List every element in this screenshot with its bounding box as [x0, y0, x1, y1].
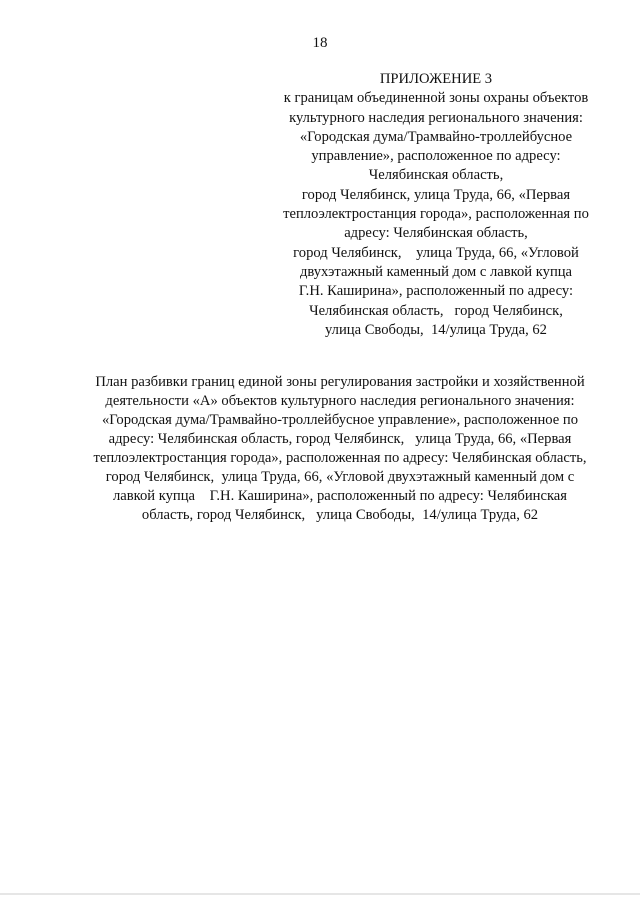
appendix-line: адресу: Челябинская область, [344, 225, 528, 242]
plan-title-block [70, 373, 610, 525]
appendix-line: Челябинская область, [368, 167, 504, 184]
appendix-line: к границам объединенной зоны охраны объектов [283, 90, 589, 107]
appendix-line: город Челябинск, улица Труда, 66, «Угловой [293, 244, 579, 261]
plan-title-line: адресу: Челябинская область, город Челябинск, улица Труда, 66, «Первая [108, 431, 572, 447]
appendix-title: ПРИЛОЖЕНИЕ 3 [379, 71, 493, 87]
plan-title-line: «Городская дума/Трамвайно-троллейбусное управление», расположенное по [101, 412, 579, 428]
page-number: 18 [312, 35, 328, 51]
plan-title-line: деятельности «А» объектов культурного наследия регионального значения: [105, 393, 575, 409]
appendix-line: Г.Н. Каширина», расположенный по адресу: [298, 283, 574, 300]
plan-title-line: область, город Челябинск, улица Свободы, 14/улица Труда, 62 [141, 507, 539, 523]
appendix-line: культурного наследия регионального значения: [289, 109, 583, 126]
appendix-line: двухэтажный каменный дом с лавкой купца [299, 263, 573, 280]
appendix-line: «Городская дума/Трамвайно-троллейбусное [299, 128, 573, 145]
appendix-line: Челябинская область, город Челябинск, [309, 302, 563, 319]
appendix-block [262, 70, 610, 340]
plan-title-line: город Челябинск, улица Труда, 66, «Угловой двухэтажный каменный дом с [105, 469, 575, 485]
plan-title-line: лавкой купца Г.Н. Каширина», расположенный по адресу: Челябинская [112, 488, 567, 504]
appendix-line: улица Свободы, 14/улица Труда, 62 [325, 321, 547, 338]
appendix-line: управление», расположенное по адресу: [311, 148, 561, 165]
plan-title-line: План разбивки границ единой зоны регулирования застройки и хозяйственной [95, 374, 585, 390]
appendix-line: город Челябинск, улица Труда, 66, «Первая [301, 186, 571, 203]
scan-bottom-edge [0, 893, 640, 895]
plan-title-line: теплоэлектростанция города», расположенная по адресу: Челябинская область, [93, 450, 587, 466]
appendix-line: теплоэлектростанция города», расположенная по [283, 206, 589, 223]
